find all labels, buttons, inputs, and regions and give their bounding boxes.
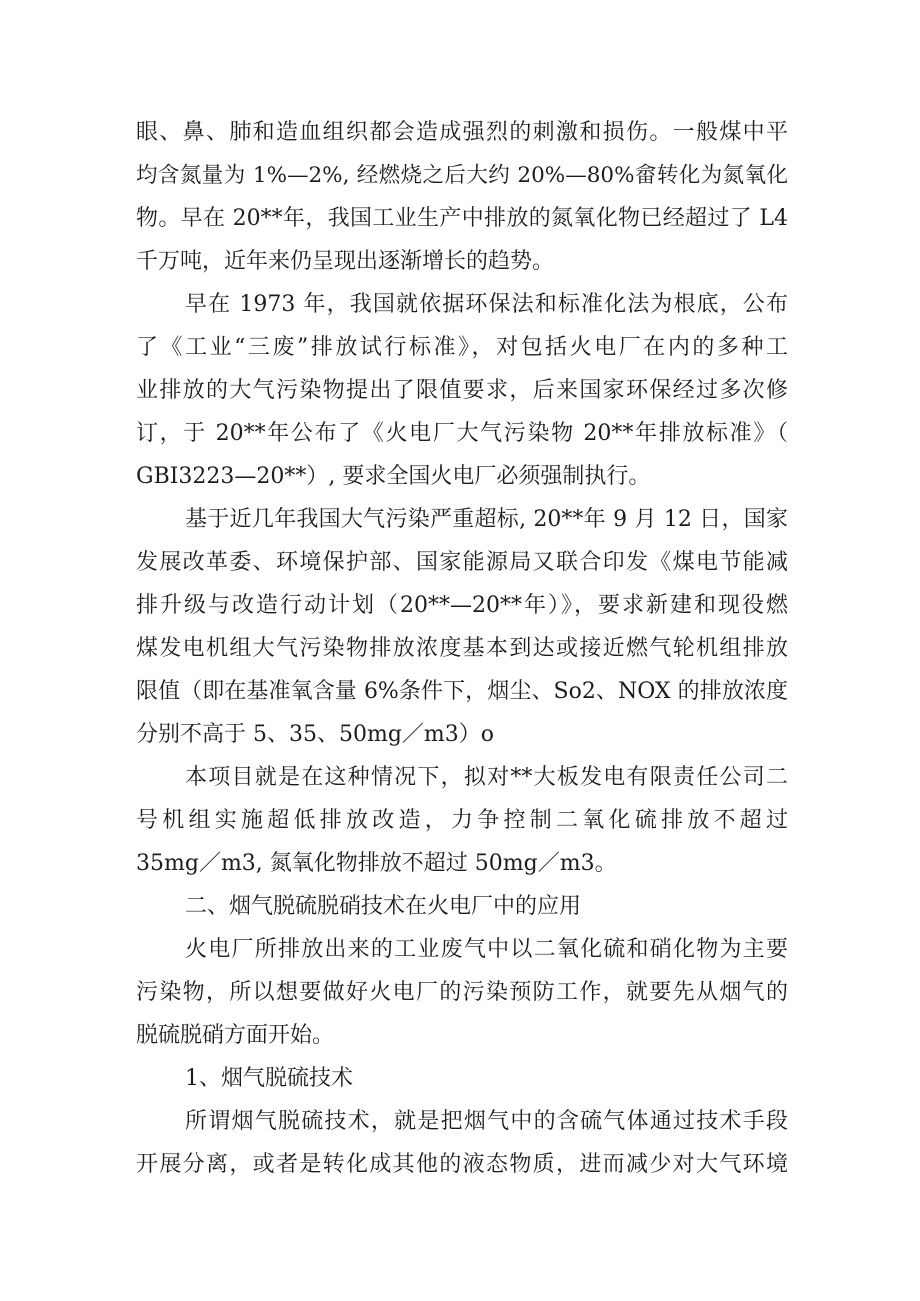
text-line: 千万吨，近年来仍呈现出逐渐增长的趋势。: [136, 249, 555, 274]
text-line: 污染物，所以想要做好火电厂的污染预防工作，就要先从烟气的: [136, 980, 788, 1005]
text-line: 物。早在 20**年，我国工业生产中排放的氮氧化物已经超过了 L4: [136, 206, 788, 231]
text-line: 二、烟气脱硫脱硝技术在火电厂中的应用: [185, 894, 582, 919]
text-line: 订，于 20**年公布了《火电厂大气污染物 20**年排放标准》（: [136, 421, 788, 446]
text-line: 发展改革委、环境保护部、国家能源局又联合印发《煤电节能减: [136, 550, 788, 575]
text-line: 了《工业“三废”排放试行标准》，对包括火电厂在内的多种工: [136, 335, 788, 360]
text-line: 分别不高于 5、35、50mg／m3）o: [136, 722, 495, 747]
text-line: 开展分离，或者是转化成其他的液态物质，进而减少对大气环境: [136, 1152, 788, 1177]
text-line: 基于近几年我国大气污染严重超标, 20**年 9 月 12 日，国家: [185, 507, 788, 532]
text-line: 本项目就是在这种情况下，拟对**大板发电有限责任公司二: [185, 765, 788, 790]
text-line: 所谓烟气脱硫技术，就是把烟气中的含硫气体通过技术手段: [185, 1109, 788, 1134]
text-line: 火电厂所排放出来的工业废气中以二氧化硫和硝化物为主要: [185, 937, 788, 962]
text-line: 排升级与改造行动计划（20**—20**年）》，要求新建和现役燃: [136, 593, 788, 618]
text-line: 1、烟气脱硫技术: [185, 1066, 353, 1091]
text-line: 35mg／m3, 氮氧化物排放不超过 50mg／m3。: [136, 851, 617, 876]
text-line: 脱硫脱硝方面开始。: [136, 1023, 335, 1048]
text-line: 早在 1973 年，我国就依据环保法和标准化法为根底，公布: [185, 292, 788, 317]
text-line: 业排放的大气污染物提出了限值要求，后来国家环保经过多次修: [136, 378, 788, 403]
text-line: 煤发电机组大气污染物排放浓度基本到达或接近燃气轮机组排放: [136, 636, 788, 661]
text-line: 均含氮量为 1%—2%, 经燃烧之后大约 20%—80%畲转化为氮氧化: [136, 163, 788, 188]
text-line: 号机组实施超低排放改造，力争控制二氧化硫排放不超过: [136, 808, 788, 833]
text-line: 眼、鼻、肺和造血组织都会造成强烈的刺激和损伤。一般煤中平: [136, 120, 788, 145]
text-line: GBI3223—20**）, 要求全国火电厂必须强制执行。: [136, 464, 651, 489]
text-line: 限值（即在基准氧含量 6%条件下，烟尘、So2、NOX 的排放浓度: [136, 679, 788, 704]
